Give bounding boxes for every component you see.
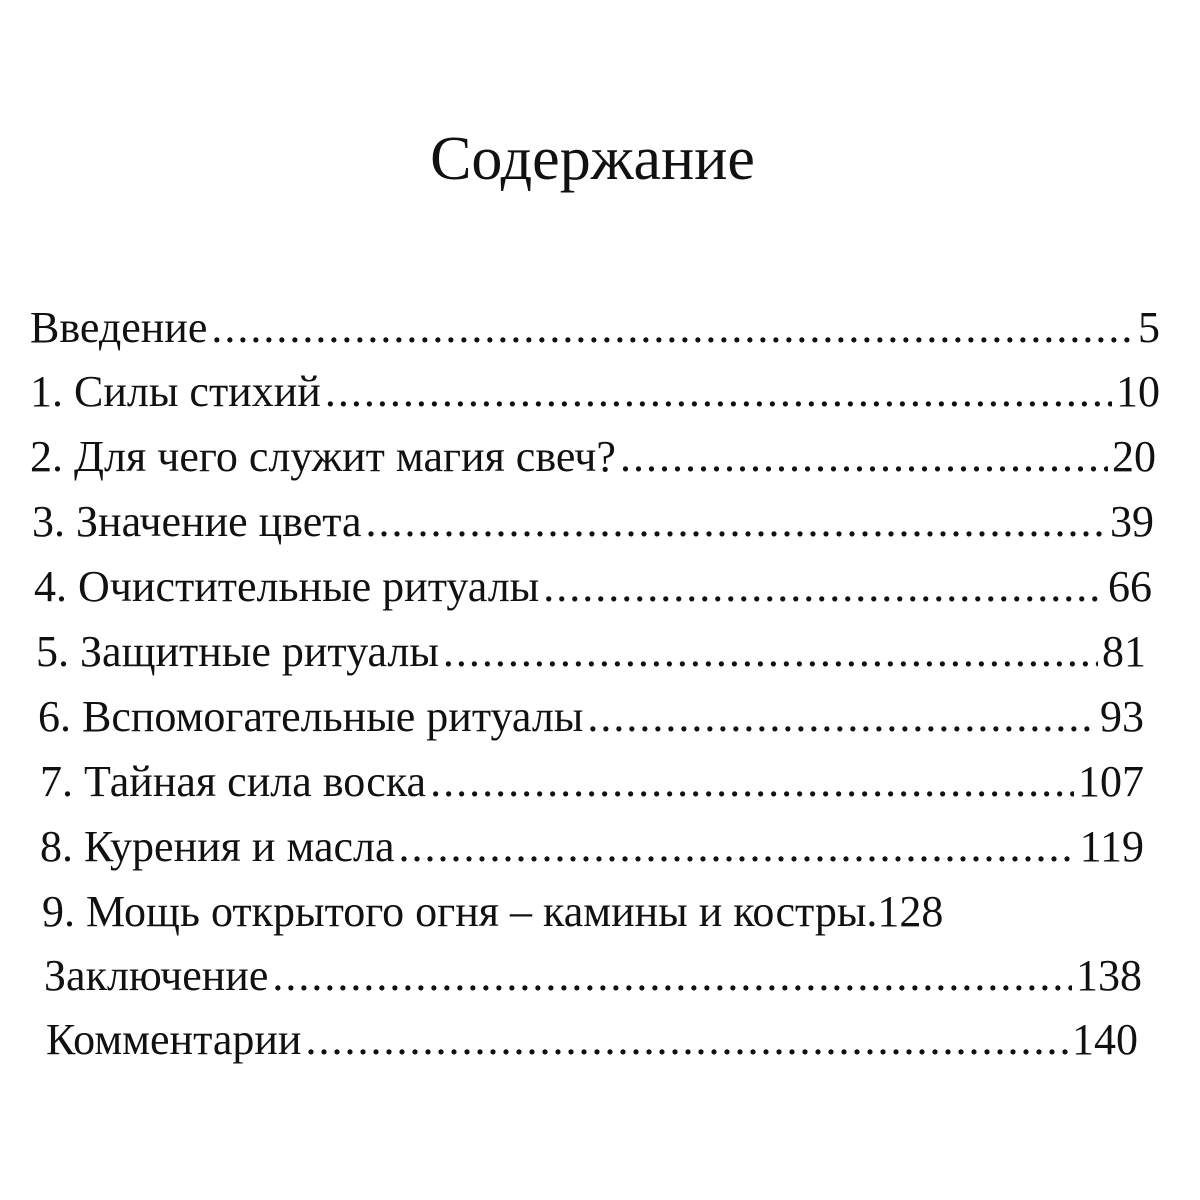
toc-entry (42, 882, 1142, 942)
toc-entry-label: 6. Вспомогательные ритуалы (38, 692, 584, 741)
toc-dot-leader (587, 687, 1096, 747)
toc-entry-label: 2. Для чего служит магия свеч? (30, 432, 616, 481)
toc-entry-label: 9. Мощь открытого огня – камины и костры. (42, 887, 878, 936)
toc-entry-label: 1. Силы стихий (30, 367, 321, 416)
toc-dot-leader (366, 492, 1106, 552)
toc-entry-label: 4. Очистительные ритуалы (34, 562, 540, 611)
toc-entry (38, 687, 1144, 747)
toc-entry (30, 362, 1160, 422)
toc-entry (36, 622, 1146, 682)
toc-entry (34, 557, 1152, 617)
toc-entry-page: 20 (1112, 432, 1156, 481)
toc-entry (32, 492, 1154, 552)
toc-entry (44, 946, 1142, 1006)
toc-dot-leader (620, 427, 1108, 487)
toc-entry-label: Комментарии (46, 1015, 302, 1064)
toc-entry (40, 752, 1144, 812)
toc-dot-leader (543, 557, 1104, 617)
toc-dot-leader (211, 298, 1134, 358)
toc-entry (46, 1010, 1138, 1070)
toc-entry (30, 427, 1156, 487)
toc-entry-label: Введение (30, 303, 208, 352)
toc-title: Содержание (430, 125, 755, 193)
toc-entry-label: 3. Значение цвета (32, 497, 362, 546)
toc-entry-page: 93 (1100, 692, 1144, 741)
toc-entry (40, 817, 1144, 877)
toc-dot-leader (399, 817, 1076, 877)
toc-entry-page: 138 (1076, 951, 1142, 1000)
toc-entry-page: 128 (877, 887, 944, 936)
toc-entry-page: 140 (1072, 1015, 1138, 1064)
toc-entry-page: 10 (1116, 367, 1160, 416)
toc-entry-page: 119 (1079, 822, 1144, 871)
toc-entry-page: 39 (1110, 497, 1154, 546)
toc-dot-leader (325, 362, 1112, 422)
toc-entry-label: 5. Защитные ритуалы (36, 627, 439, 676)
toc-dot-leader (305, 1010, 1068, 1070)
toc-entry-page: 107 (1078, 757, 1144, 806)
toc-entry-label: 8. Курения и масла (40, 822, 395, 871)
toc-entry-page: 66 (1108, 562, 1152, 611)
toc-dot-leader (430, 752, 1074, 812)
toc-dot-leader (443, 622, 1098, 682)
toc-entry-label: 7. Тайная сила воска (40, 757, 427, 806)
toc-entry-page: 5 (1138, 303, 1160, 352)
toc-dot-leader (272, 946, 1072, 1006)
toc-entry (30, 298, 1160, 358)
toc-entry-label: Заключение (44, 951, 269, 1000)
toc-entry-page: 81 (1102, 627, 1146, 676)
